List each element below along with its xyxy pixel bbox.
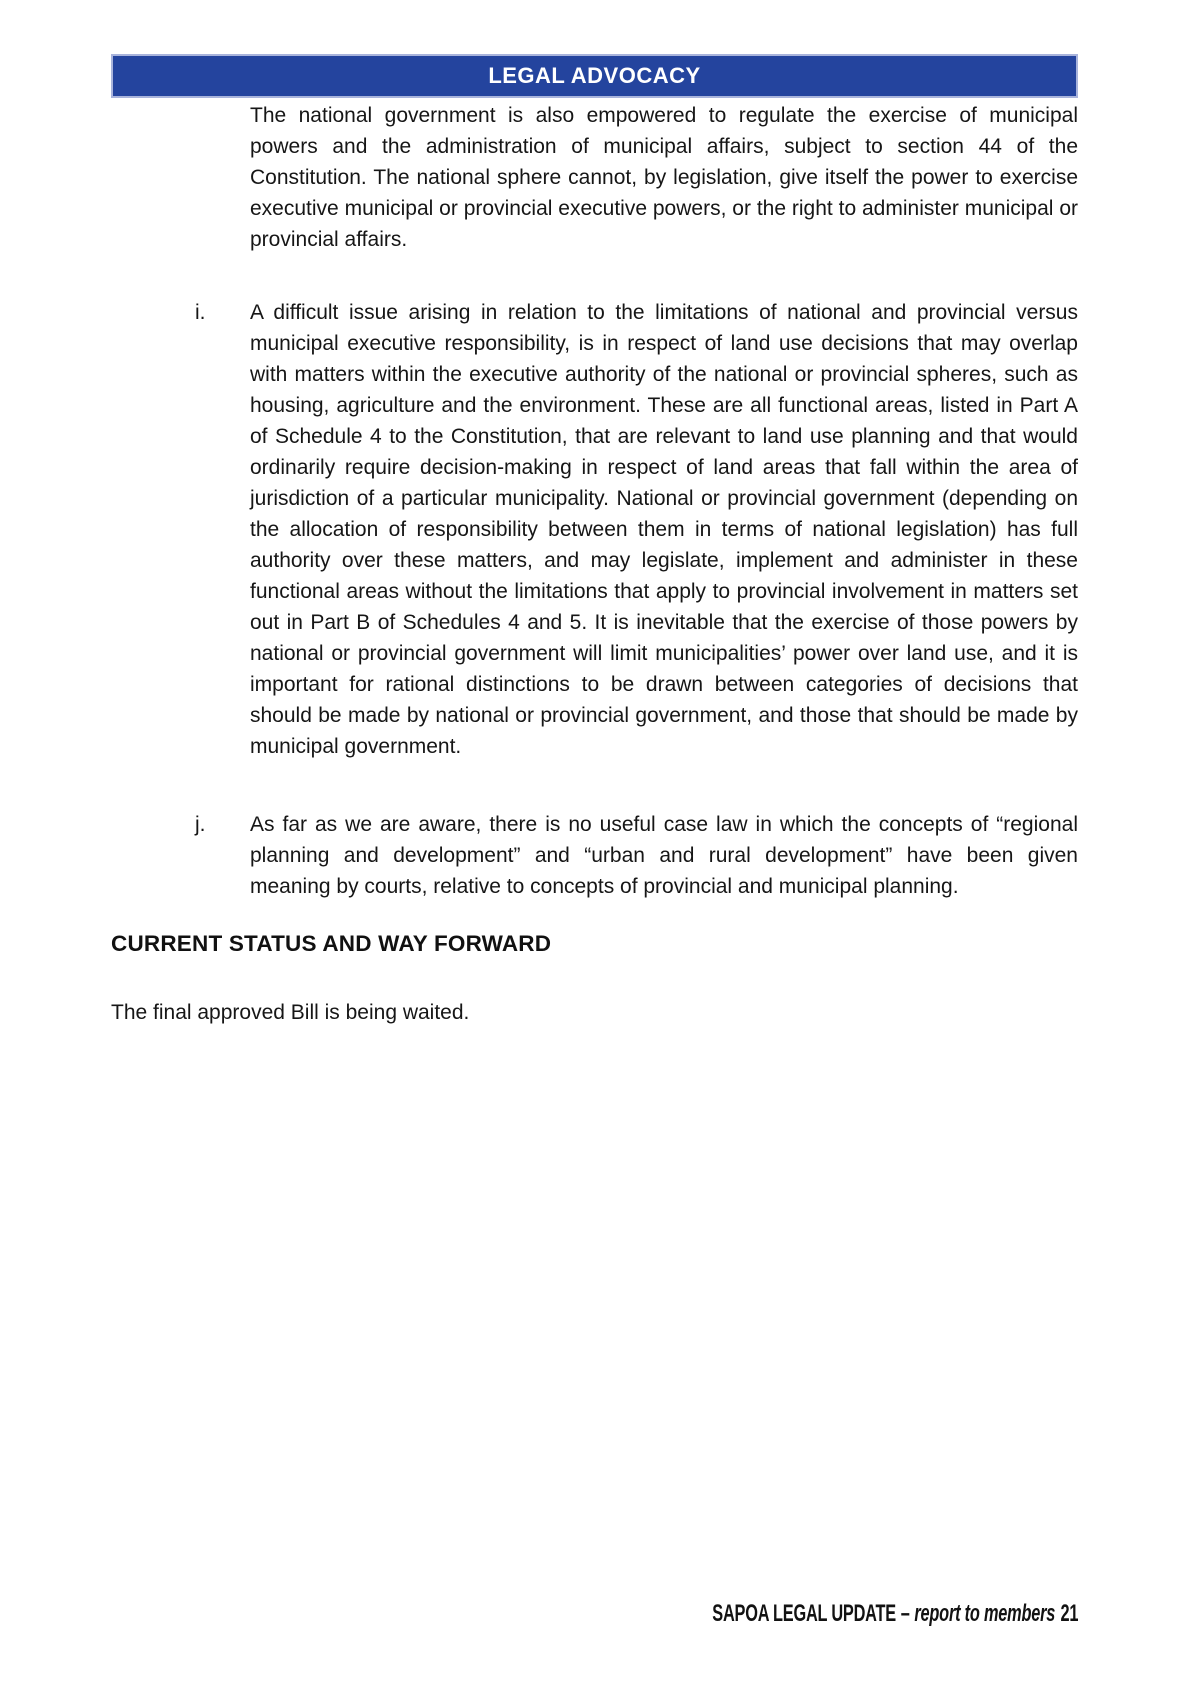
section-header-bar bbox=[111, 54, 1078, 98]
list-item-i bbox=[195, 297, 1078, 762]
footer-publication: SAPOA LEGAL UPDATE bbox=[711, 1600, 896, 1627]
list-item-i-text: A difficult issue arising in relation to the limitations of national and provincial versus municipal executive responsibility, is in respect of land use decisions that may overlap with matters within the executive authority of the national or provincial spheres, such as housing, agriculture and the environment. These are all functional areas, listed in Part A of Schedule 4 to the Constitution, that are relevant to land use planning and that would ordinarily require decision-making in respect of land areas that fall within the area of jurisdiction of a particular municipality. National or provincial government (depending on the allocation of responsibility between them in terms of national legislation) has full authority over these matters, and may legislate, implement and administer in these functional areas without the limitations that apply to provincial involvement in matters set out in Part B of Schedules 4 and 5. It is inevitable that the exercise of those powers by national or provincial government will limit municipalities’ power over land use, and it is important for rational distinctions to be drawn between categories of decisions that should be made by national or provincial government, and those that should be made by municipal government. bbox=[250, 301, 1078, 758]
page-title: LEGAL ADVOCACY bbox=[488, 63, 701, 88]
intro-paragraph: The national government is also empowered to regulate the exercise of municipal powers and the administration of municipal affairs, subject to section 44 of the Constitution. The national sphere cannot, by legislation, give itself the power to exercise executive municipal or provincial executive powers, or the right to administer municipal or provincial affairs. bbox=[250, 104, 1078, 251]
footer-subtitle: report to members bbox=[914, 1600, 1055, 1627]
section-heading: CURRENT STATUS AND WAY FORWARD bbox=[111, 931, 552, 956]
list-item-j-text: As far as we are aware, there is no useful case law in which the concepts of “regional planning and development” and “urban and rural development” have been given meaning by courts, relative to concepts of provincial and municipal planning. bbox=[250, 813, 1078, 898]
list-item-j bbox=[195, 809, 1078, 902]
footer-separator: – bbox=[900, 1600, 910, 1627]
page-footer bbox=[540, 1600, 1078, 1628]
list-marker-j: j. bbox=[195, 813, 206, 836]
list-marker-i: i. bbox=[195, 301, 206, 324]
page-number: 21 bbox=[1060, 1600, 1078, 1627]
footer-text bbox=[712, 1600, 1078, 1628]
status-paragraph: The final approved Bill is being waited. bbox=[111, 1001, 470, 1024]
